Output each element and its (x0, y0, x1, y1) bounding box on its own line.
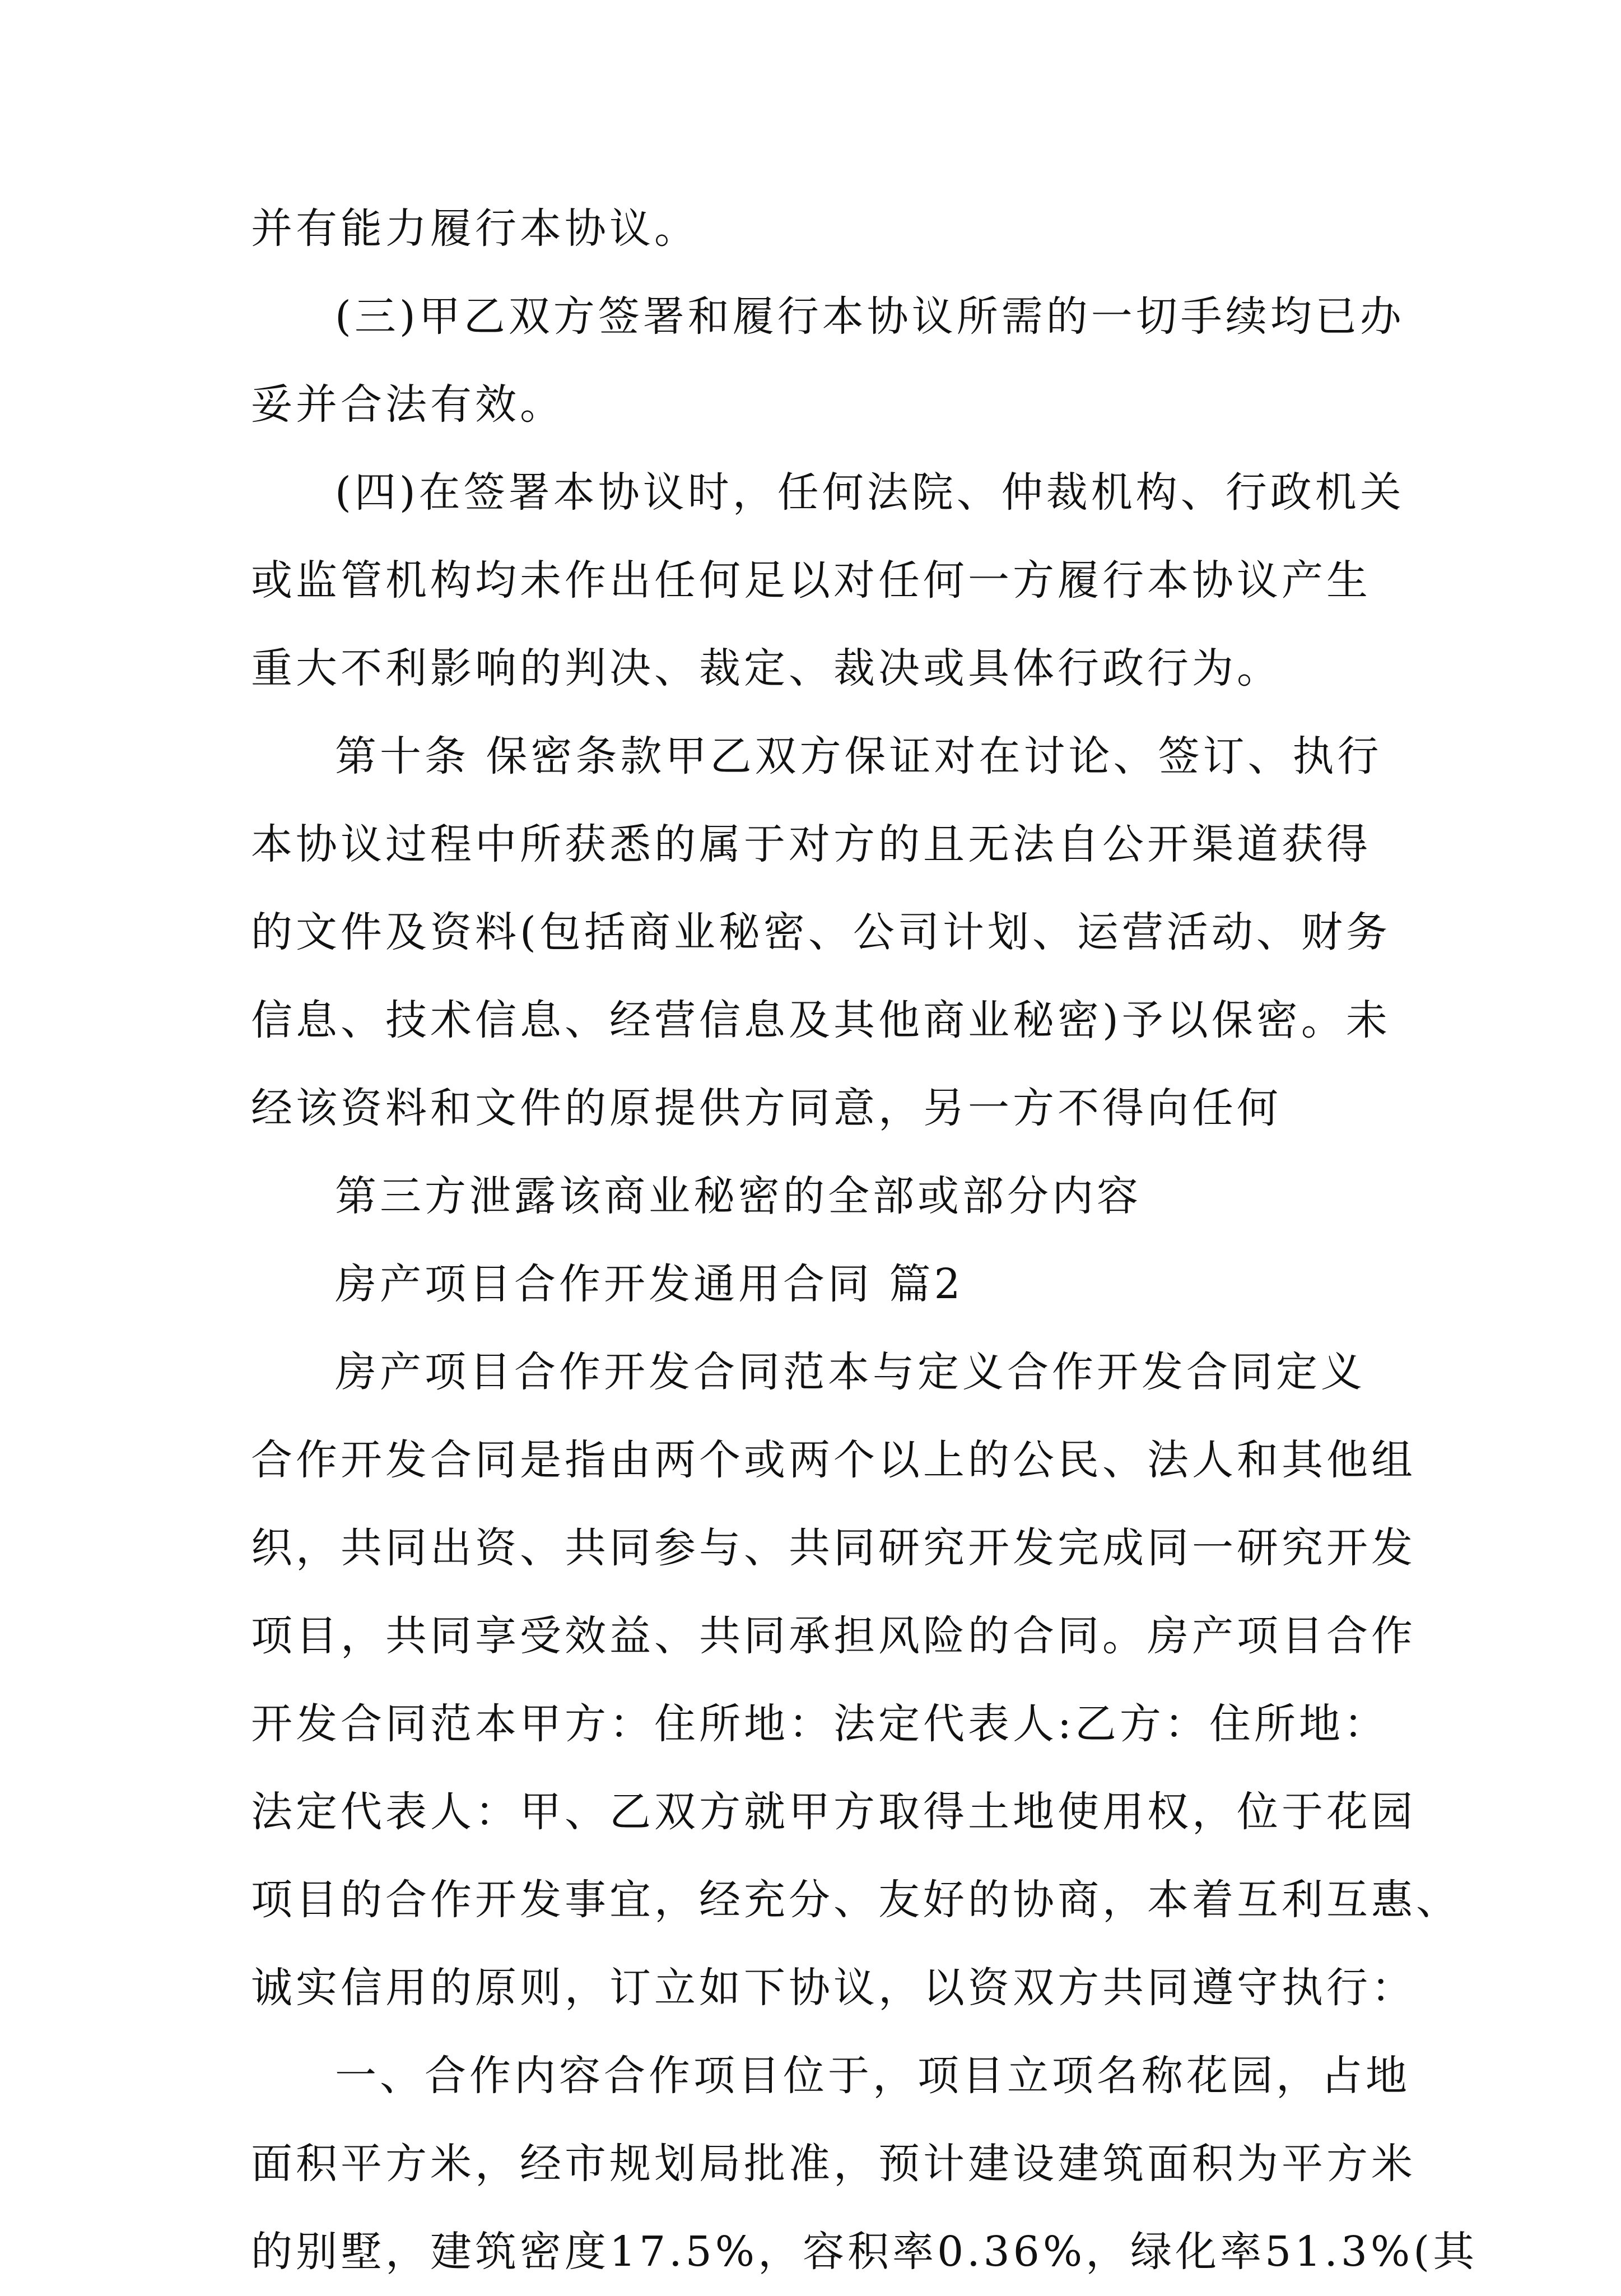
text-line: 的别墅，建筑密度17.5%，容积率0.36%，绿化率51.3%(其 (251, 2228, 1478, 2276)
text-line: 信息、技术信息、经营信息及其他商业秘密)予以保密。未 (251, 996, 1391, 1044)
text-line: 法定代表人：甲、乙双方就甲方取得土地使用权，位于花园 (251, 1788, 1416, 1836)
text-line: 房产项目合作开发合同范本与定义合作开发合同定义 (335, 1348, 1366, 1396)
text-line: 织，共同出资、共同参与、共同研究开发完成同一研究开发 (251, 1524, 1416, 1572)
text-line: (三)甲乙双方签署和履行本协议所需的一切手续均已办 (335, 292, 1405, 341)
document-body (251, 185, 1478, 2296)
text-line: 妥并合法有效。 (251, 380, 565, 429)
text-line: 诚实信用的原则，订立如下协议，以资双方共同遵守执行： (251, 1964, 1416, 2012)
text-line: 第三方泄露该商业秘密的全部或部分内容 (335, 1172, 1142, 1220)
section-heading-line: 第十条 保密条款甲乙双方保证对在讨论、签订、执行 (335, 732, 1382, 780)
text-line: 一、合作内容合作项目位于，项目立项名称花园，占地 (335, 2052, 1410, 2100)
text-line: 重大不利影响的判决、裁定、裁决或具体行政行为。 (251, 644, 1282, 692)
text-line: 开发合同范本甲方：住所地：法定代表人:乙方：住所地： (251, 1700, 1389, 1748)
text-line: 面积平方米，经市规划局批准，预计建设建筑面积为平方米 (251, 2140, 1416, 2188)
text-line: 的文件及资料(包括商业秘密、公司计划、运营活动、财务 (251, 908, 1391, 956)
text-line: 经该资料和文件的原提供方同意，另一方不得向任何 (251, 1084, 1282, 1132)
text-line: 项目，共同享受效益、共同承担风险的合同。房产项目合作 (251, 1612, 1416, 1660)
text-line: 合作开发合同是指由两个或两个以上的公民、法人和其他组 (251, 1436, 1416, 1484)
text-line: 或监管机构均未作出任何足以对任何一方履行本协议产生 (251, 556, 1371, 605)
text-line: (四)在签署本协议时，任何法院、仲裁机构、行政机关 (335, 468, 1405, 517)
text-line: 本协议过程中所获悉的属于对方的且无法自公开渠道获得 (251, 820, 1371, 868)
text-line: 项目的合作开发事宜，经充分、友好的协商，本着互利互惠、 (251, 1876, 1461, 1924)
text-line: 并有能力履行本协议。 (251, 204, 699, 253)
part-title-line: 房产项目合作开发通用合同 篇2 (335, 1260, 964, 1308)
